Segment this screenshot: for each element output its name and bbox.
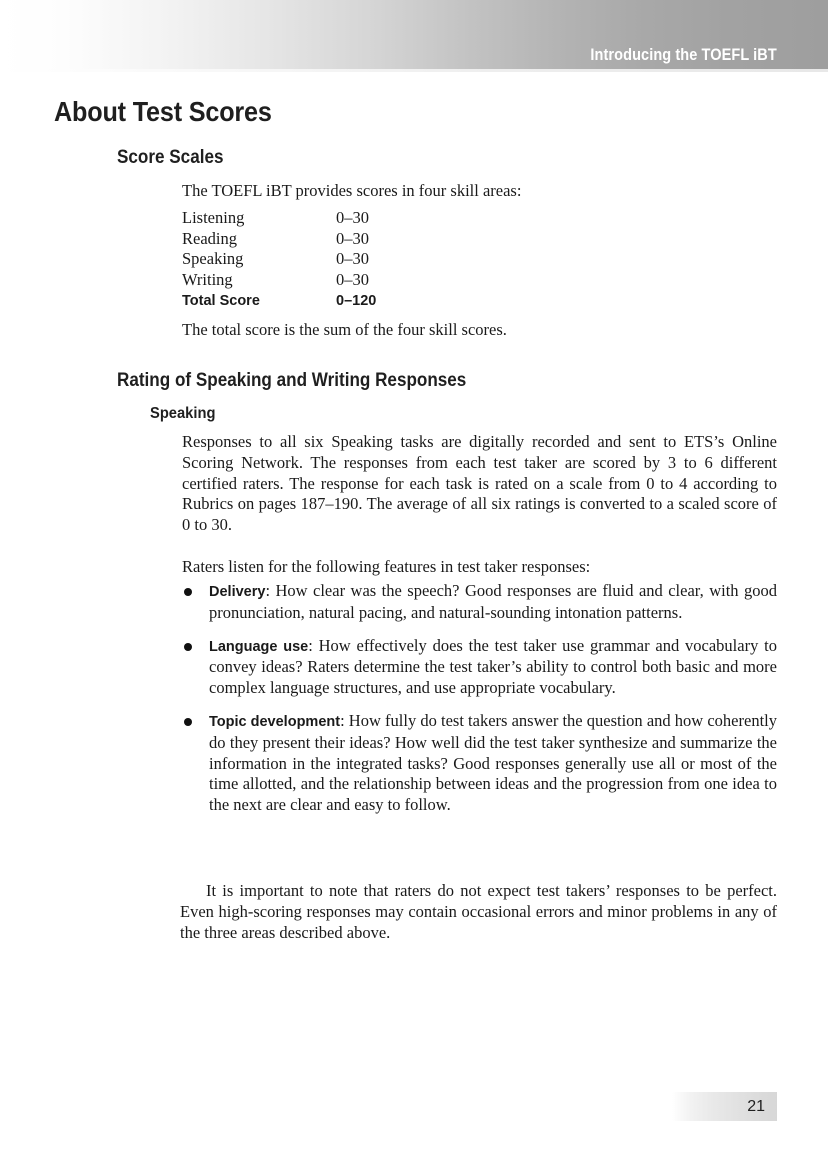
subheading-speaking: Speaking [150,405,216,422]
score-row-range: 0–30 [336,249,369,269]
feature-term: Delivery [209,584,266,600]
bullet-dot-icon [184,588,192,596]
section-heading-rating: Rating of Speaking and Writing Responses [117,370,467,391]
feature-term: Topic development [209,713,341,730]
feature-text: : How clear was the speech? Good responses are fluid and clear, with good pronunciation, natural pacing, and natural-sounding intonation patterns. [209,581,777,622]
score-row-label: Writing [182,269,233,289]
table-row [182,249,376,270]
score-row-label: Reading [182,228,237,248]
total-score-range: 0–120 [336,293,377,310]
score-scales-note: The total score is the sum of the four skill scores. [182,320,507,339]
score-row-range: 0–30 [336,269,369,289]
features-lead-in: Raters listen for the following features in test taker responses: [182,557,591,576]
list-item [182,636,777,699]
list-item [182,711,777,816]
list-item [182,581,777,624]
features-list [182,581,777,816]
feature-text: : How fully do test takers answer the question and how coherently do they present their ideas? How well did the test taker synthesize and summarize the information in the integrated tasks? Good responses generally use all or most of the time allotted, and the relationship between ideas and the progression from one idea to the next are clear and easy to follow. [209,710,777,815]
table-row-total [182,290,376,312]
score-row-label: Speaking [182,249,244,269]
table-row [182,208,376,229]
score-scales-table [182,208,376,312]
page-number: 21 [747,1098,765,1115]
score-row-range: 0–30 [336,208,369,227]
closing-paragraph: It is important to note that raters do not expect test takers’ responses to be perfect. Even high-scoring responses may contain occasional errors and minor problems in any of the three areas described above. [180,881,777,942]
score-row-label: Listening [182,208,245,227]
page-number-box [672,1092,777,1121]
speaking-intro-paragraph: Responses to all six Speaking tasks are digitally recorded and sent to ETS’s Online Scoring Network. The responses from each test taker are scored by 3 to 6 different certified raters. The response for each task is rated on a scale from 0 to 4 according to Rubrics on pages 187–190. The average of all six ratings is converted to a scaled score of 0 to 30. [182,432,777,535]
score-row-range: 0–30 [336,228,369,248]
page-title: About Test Scores [54,96,272,127]
bullet-dot-icon [184,643,192,651]
table-row [182,270,376,291]
running-header-title: Introducing the TOEFL iBT [590,46,777,64]
table-row [182,229,376,250]
feature-term: Language use [209,638,309,655]
score-scales-intro: The TOEFL iBT provides scores in four skill areas: [182,181,522,200]
bullet-dot-icon [184,718,192,726]
section-heading-score-scales: Score Scales [117,147,224,168]
feature-text: : How effectively does the test taker use grammar and vocabulary to convey ideas? Raters determine the test taker’s ability to control both basic and more complex language structures, and use appropriate vocabulary. [209,635,777,698]
total-score-label: Total Score [182,293,260,310]
